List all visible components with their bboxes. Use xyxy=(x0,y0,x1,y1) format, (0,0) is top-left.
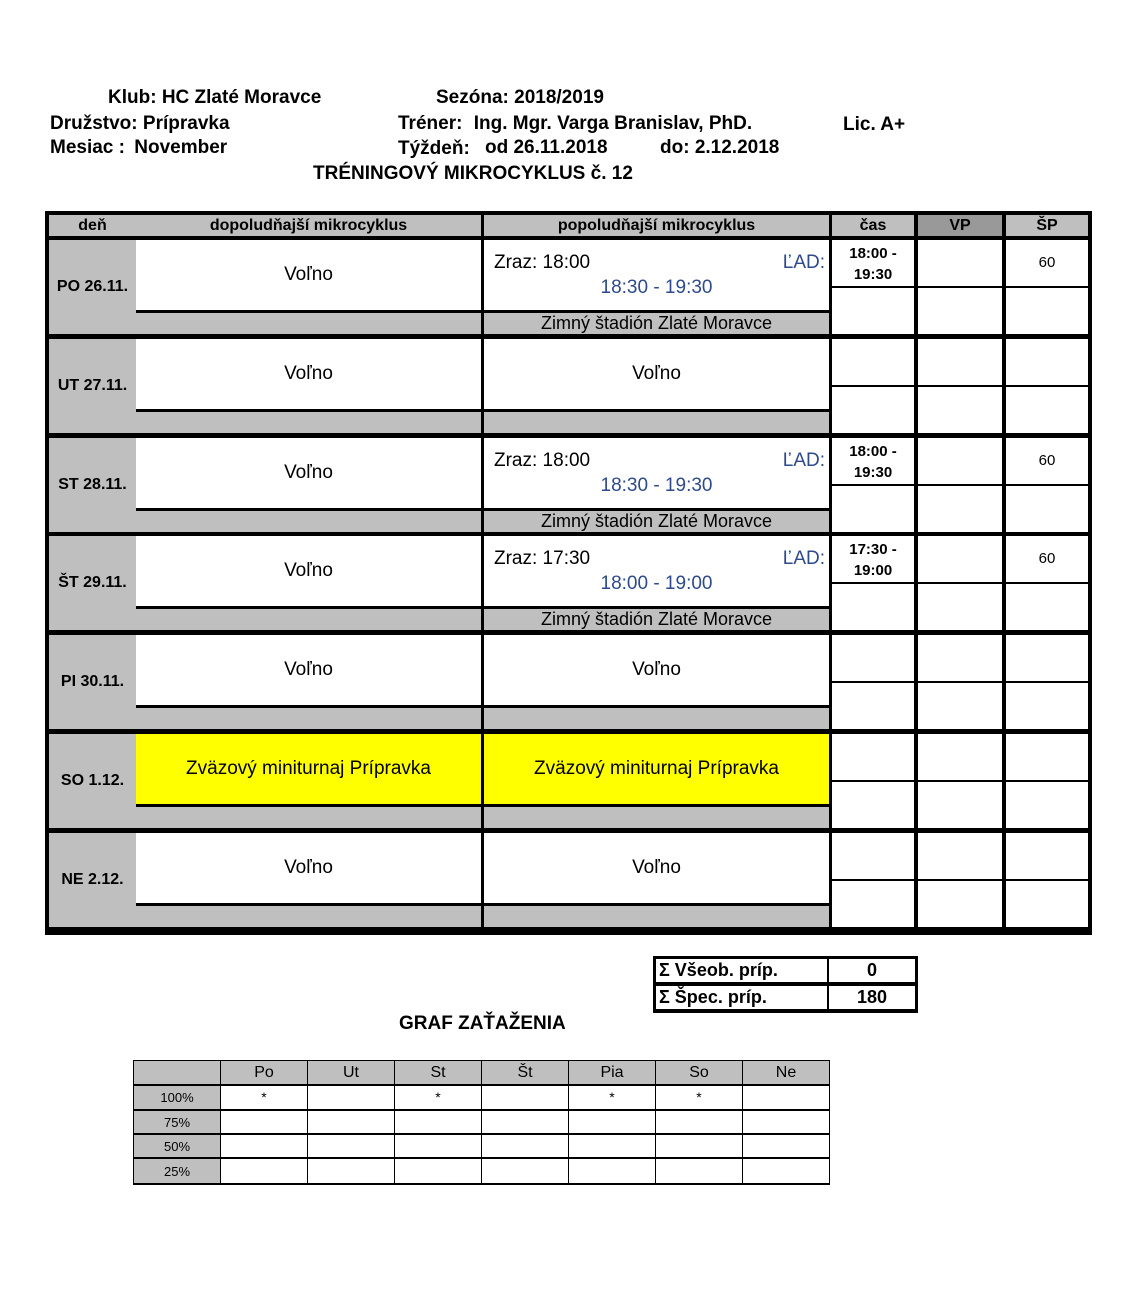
graf-cell xyxy=(308,1086,394,1109)
am-activity: Voľno xyxy=(136,438,481,508)
cas-start: 18:00 - xyxy=(849,443,897,460)
day-label: UT 27.11. xyxy=(49,339,136,433)
sp-cell-lower xyxy=(1006,881,1088,927)
am-location xyxy=(136,708,481,729)
sp-cell-lower xyxy=(1006,387,1088,433)
day-label: NE 2.12. xyxy=(49,833,136,927)
col-header-am: dopoludňajší mikrocyklus xyxy=(136,215,481,236)
graf-cell xyxy=(221,1111,307,1133)
tyzden-do: do: 2.12.2018 xyxy=(660,137,780,158)
am-activity: Voľno xyxy=(136,833,481,903)
graf-cell xyxy=(569,1135,655,1157)
graf-cell: * xyxy=(221,1086,307,1109)
pm-training xyxy=(484,536,829,606)
sezona-label: Sezóna: xyxy=(436,87,509,108)
sum-value: 0 xyxy=(829,959,915,982)
lad-label: ĽAD: xyxy=(782,252,825,273)
vp-cell-lower xyxy=(918,288,1002,334)
graf-cell: * xyxy=(656,1086,742,1109)
col-header-sp: ŠP xyxy=(1006,215,1088,236)
cas-cell xyxy=(832,339,914,385)
mesiac-line xyxy=(50,137,227,159)
pm-location xyxy=(484,807,829,828)
pm-training xyxy=(484,240,829,310)
klub-label: Klub: xyxy=(108,87,157,108)
am-location xyxy=(136,313,481,334)
cas-start: 17:30 - xyxy=(849,541,897,558)
ice-slot: 18:00 - 19:00 xyxy=(600,573,713,594)
day-label: ST 28.11. xyxy=(49,438,136,532)
sp-cell xyxy=(1006,339,1088,385)
cas-cell xyxy=(832,438,914,484)
graf-cell xyxy=(482,1159,568,1183)
ice-slot: 18:30 - 19:30 xyxy=(600,475,713,496)
pm-location xyxy=(484,906,829,927)
cas-start: 18:00 - xyxy=(849,245,897,262)
graf-cell: * xyxy=(395,1086,481,1109)
pm-location: Zimný štadión Zlaté Moravce xyxy=(484,313,829,334)
tyzden-od: od 26.11.2018 xyxy=(485,137,608,158)
pm-training xyxy=(484,438,829,508)
trener-label: Tréner: xyxy=(398,113,463,134)
zraz-time: Zraz: 18:00 xyxy=(494,252,591,273)
graf-cell xyxy=(743,1159,829,1183)
druzstvo-line xyxy=(50,113,230,135)
graf-cell xyxy=(656,1135,742,1157)
ice-slot: 18:30 - 19:30 xyxy=(600,277,713,298)
graf-day-header: Ut xyxy=(308,1061,394,1084)
mesiac-label: Mesiac : xyxy=(50,137,125,158)
col-header-den: deň xyxy=(49,215,136,236)
cas-cell-lower xyxy=(832,584,914,630)
sezona-value: 2018/2019 xyxy=(514,87,604,108)
day-label: PO 26.11. xyxy=(49,240,136,334)
graf-cell xyxy=(656,1111,742,1133)
pm-activity: Voľno xyxy=(484,339,829,409)
vp-cell-lower xyxy=(918,782,1002,828)
day-label: ŠT 29.11. xyxy=(49,536,136,630)
vp-cell xyxy=(918,635,1002,681)
vp-cell xyxy=(918,734,1002,780)
cas-cell xyxy=(832,734,914,780)
graf-level-label: 75% xyxy=(134,1111,220,1133)
am-activity: Voľno xyxy=(136,635,481,705)
am-activity: Voľno xyxy=(136,339,481,409)
graf-cell: * xyxy=(569,1086,655,1109)
cas-end: 19:30 xyxy=(853,464,893,481)
sp-cell: 60 xyxy=(1006,438,1088,484)
cas-cell-lower xyxy=(832,683,914,729)
sum-value: 180 xyxy=(829,986,915,1009)
sum-label: Σ Všeob. príp. xyxy=(656,959,827,982)
am-activity: Voľno xyxy=(136,240,481,310)
graf-day-header: So xyxy=(656,1061,742,1084)
vp-cell-lower xyxy=(918,683,1002,729)
sum-label: Σ Špec. príp. xyxy=(656,986,827,1009)
graf-cell xyxy=(221,1135,307,1157)
lad-label: ĽAD: xyxy=(782,450,825,471)
klub-value: HC Zlaté Moravce xyxy=(161,87,322,108)
pm-location xyxy=(484,412,829,433)
mesiac-value: November xyxy=(134,137,228,158)
sp-cell xyxy=(1006,635,1088,681)
cas-cell xyxy=(832,240,914,286)
graf-level-label: 100% xyxy=(134,1086,220,1109)
vp-cell xyxy=(918,339,1002,385)
sp-cell xyxy=(1006,734,1088,780)
graf-cell xyxy=(569,1159,655,1183)
sp-cell-lower xyxy=(1006,782,1088,828)
tyzden-label: Týždeň: xyxy=(398,138,470,159)
graf-cell xyxy=(395,1135,481,1157)
am-location xyxy=(136,511,481,532)
druzstvo-value: Prípravka xyxy=(142,113,230,134)
day-label: SO 1.12. xyxy=(49,734,136,828)
pm-location: Zimný štadión Zlaté Moravce xyxy=(484,511,829,532)
trener-line xyxy=(398,113,752,135)
graf-cell xyxy=(395,1111,481,1133)
vp-cell-lower xyxy=(918,881,1002,927)
col-header-cas: čas xyxy=(832,215,914,236)
cas-end: 19:00 xyxy=(853,562,893,579)
col-header-pm: popoludňajší mikrocyklus xyxy=(484,215,829,236)
am-activity: Voľno xyxy=(136,536,481,606)
pm-location: Zimný štadión Zlaté Moravce xyxy=(484,609,829,630)
graf-cell xyxy=(482,1135,568,1157)
graf-title: GRAF ZAŤAŽENIA xyxy=(399,1013,566,1034)
graf-cell xyxy=(569,1111,655,1133)
zraz-time: Zraz: 18:00 xyxy=(494,450,591,471)
cas-end: 19:30 xyxy=(853,266,893,283)
pm-location xyxy=(484,708,829,729)
klub-line xyxy=(108,87,321,109)
pm-activity: Voľno xyxy=(484,635,829,705)
graf-day-header: St xyxy=(395,1061,481,1084)
col-header-vp: VP xyxy=(918,215,1002,236)
graf-cell xyxy=(482,1111,568,1133)
am-location xyxy=(136,609,481,630)
cas-cell-lower xyxy=(832,881,914,927)
graf-day-header: Ne xyxy=(743,1061,829,1084)
lad-label: ĽAD: xyxy=(782,548,825,569)
cas-cell xyxy=(832,536,914,582)
trener-value: Ing. Mgr. Varga Branislav, PhD. xyxy=(473,113,753,134)
sp-cell-lower xyxy=(1006,288,1088,334)
sp-cell-lower xyxy=(1006,683,1088,729)
schedule-table xyxy=(45,211,1092,935)
cas-cell-lower xyxy=(832,387,914,433)
zraz-time: Zraz: 17:30 xyxy=(494,548,591,569)
graf-level-label: 25% xyxy=(134,1159,220,1183)
cas-cell-lower xyxy=(832,288,914,334)
graf-cell xyxy=(308,1111,394,1133)
am-location xyxy=(136,906,481,927)
graf-day-header: Št xyxy=(482,1061,568,1084)
vp-cell xyxy=(918,536,1002,582)
druzstvo-label: Družstvo: xyxy=(50,113,138,134)
graf-cell xyxy=(743,1135,829,1157)
sp-cell-lower xyxy=(1006,584,1088,630)
graf-level-label: 50% xyxy=(134,1135,220,1157)
pm-activity: Voľno xyxy=(484,833,829,903)
sezona-line xyxy=(436,87,604,109)
vp-cell xyxy=(918,833,1002,879)
sp-cell xyxy=(1006,833,1088,879)
cas-cell-lower xyxy=(832,486,914,532)
page-title: TRÉNINGOVÝ MIKROCYKLUS č. 12 xyxy=(313,163,633,184)
vp-cell-lower xyxy=(918,387,1002,433)
sp-cell-lower xyxy=(1006,486,1088,532)
graf-table xyxy=(133,1060,830,1185)
graf-cell xyxy=(395,1159,481,1183)
graf-cell xyxy=(656,1159,742,1183)
graf-corner xyxy=(134,1061,220,1084)
graf-cell xyxy=(482,1086,568,1109)
sums-table xyxy=(653,956,918,1013)
vp-cell-lower xyxy=(918,584,1002,630)
graf-cell xyxy=(308,1159,394,1183)
sp-cell: 60 xyxy=(1006,536,1088,582)
graf-cell xyxy=(221,1159,307,1183)
graf-cell xyxy=(308,1135,394,1157)
am-activity: Zväzový miniturnaj Prípravka xyxy=(136,734,481,804)
sp-cell: 60 xyxy=(1006,240,1088,286)
cas-cell-lower xyxy=(832,782,914,828)
licencia: Lic. A+ xyxy=(843,114,906,135)
vp-cell xyxy=(918,438,1002,484)
vp-cell xyxy=(918,240,1002,286)
graf-cell xyxy=(743,1111,829,1133)
day-label: PI 30.11. xyxy=(49,635,136,729)
am-location xyxy=(136,412,481,433)
cas-cell xyxy=(832,833,914,879)
graf-day-header: Pia xyxy=(569,1061,655,1084)
pm-activity: Zväzový miniturnaj Prípravka xyxy=(484,734,829,804)
graf-day-header: Po xyxy=(221,1061,307,1084)
vp-cell-lower xyxy=(918,486,1002,532)
graf-cell xyxy=(743,1086,829,1109)
cas-cell xyxy=(832,635,914,681)
am-location xyxy=(136,807,481,828)
